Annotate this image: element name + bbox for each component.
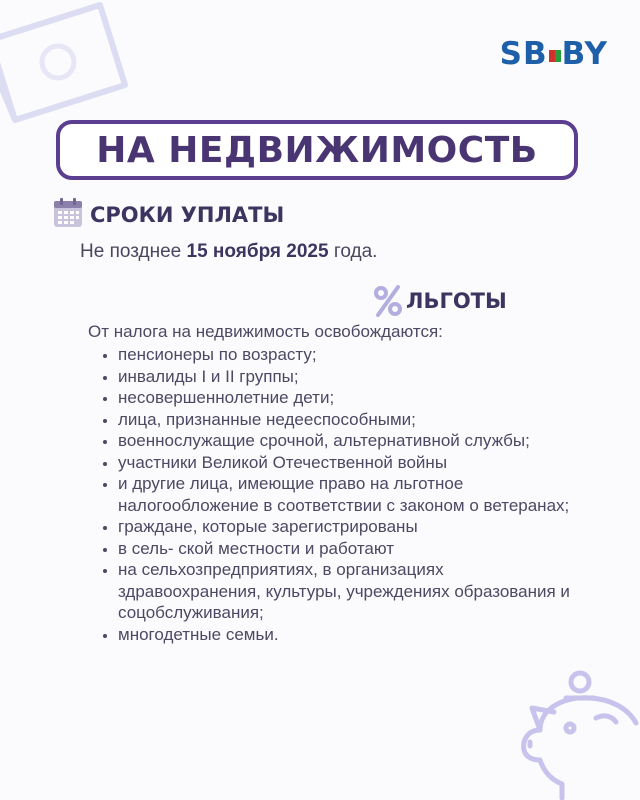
benefits-heading: ЛЬГОТЫ [406,289,507,313]
list-item: • многодетные семьи. [118,624,578,646]
list-item: • участники Великой Отечественной войны [118,452,578,474]
brand-logo: SB BY [499,36,608,72]
logo-dots [549,50,561,62]
list-item: • несовершеннолетние дети; [118,387,578,409]
list-item: • инвалиды I и II группы; [118,366,578,388]
page-title: НА НЕДВИЖИМОСТЬ [96,129,538,171]
deadline-heading: СРОКИ УПЛАТЫ [90,203,285,227]
deadline-date: 15 ноября 2025 [186,241,329,262]
list-item: • пенсионеры по возрасту; [118,344,578,366]
percent-icon [372,284,404,318]
list-item: • в сель- ской местности и работают [118,538,578,560]
benefits-intro: От налога на недвижимость освобождаются: [88,322,443,341]
list-item: • лица, признанные недееспособными; [118,409,578,431]
list-item: • военнослужащие срочной, альтернативной службы; [118,430,578,452]
title-banner [56,120,578,180]
list-item: • на сельхозпредприятиях, в организациях здравоохранения, культуры, учреждениях образования и соцобслуживания; [118,559,578,624]
calendar-icon [52,197,84,229]
list-item: • граждане, которые зарегистрированы [118,516,578,538]
money-icon [0,0,140,130]
piggy-bank-icon [510,668,640,800]
deadline-text: Не позднее 15 ноября 2025 года. [80,241,378,262]
list-item: • и другие лица, имеющие право на льготное налогообложение в соответствии с законом о ветеранах; [118,473,578,516]
benefits-list [96,344,578,645]
